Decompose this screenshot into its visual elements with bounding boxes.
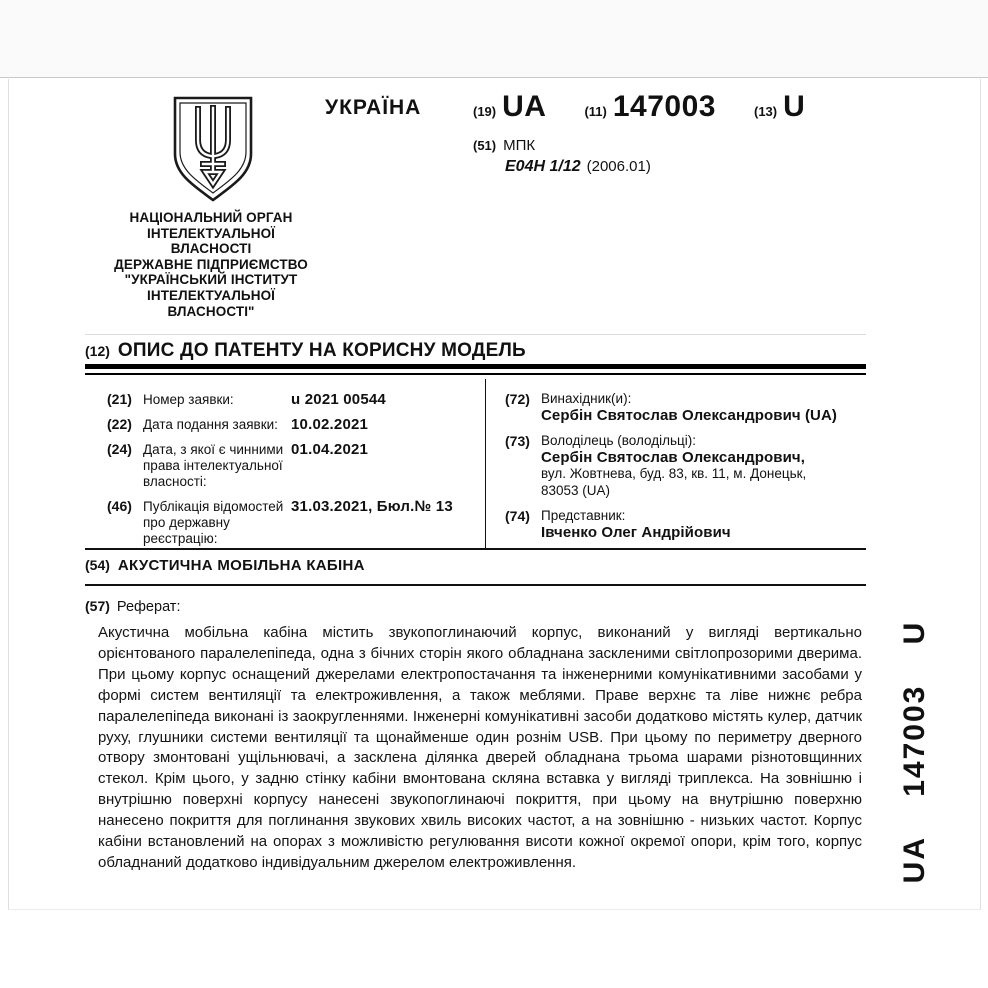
inid-46: (46) bbox=[107, 498, 132, 514]
thick-divider bbox=[85, 364, 866, 369]
abstract-heading bbox=[85, 598, 180, 615]
thin-divider bbox=[85, 373, 866, 375]
application-number-value: u 2021 00544 bbox=[291, 391, 386, 408]
inventors-label: Винахідник(и): bbox=[541, 391, 632, 406]
org-line: ДЕРЖАВНЕ ПІДПРИЄМСТВО bbox=[114, 256, 308, 272]
invention-title: АКУСТИЧНА МОБІЛЬНА КАБІНА bbox=[117, 557, 365, 574]
faint-divider bbox=[85, 334, 866, 335]
inid-54: (54) bbox=[85, 557, 110, 573]
issuing-organization bbox=[93, 210, 329, 319]
title-bottom-divider bbox=[85, 584, 866, 586]
document-type-title: ОПИС ДО ПАТЕНТУ НА КОРИСНУ МОДЕЛЬ bbox=[117, 340, 526, 361]
owner-address-line: 83053 (UA) bbox=[541, 482, 611, 498]
publication-label: Публікація відомостей про державну реєстрацію: bbox=[143, 499, 284, 546]
document-type-heading bbox=[85, 340, 526, 362]
org-line: ІНТЕЛЕКТУАЛЬНОЇ bbox=[147, 287, 275, 303]
inid-73: (73) bbox=[505, 433, 530, 449]
code-51-label: (51) bbox=[473, 138, 497, 153]
inid-12: (12) bbox=[85, 343, 110, 359]
ipc-class: E04H 1/12 bbox=[505, 158, 581, 175]
filing-date-value: 10.02.2021 bbox=[291, 416, 369, 433]
columns-bottom-divider bbox=[85, 548, 866, 550]
org-line: НАЦІОНАЛЬНИЙ ОРГАН bbox=[129, 210, 293, 225]
rights-effective-date-value: 01.04.2021 bbox=[291, 441, 369, 458]
inid-22: (22) bbox=[107, 416, 132, 432]
inid-57: (57) bbox=[85, 598, 110, 614]
org-line: ВЛАСНОСТІ bbox=[170, 241, 252, 257]
publication-value: 31.03.2021, Бюл.№ 13 bbox=[291, 498, 453, 515]
patent-codes-row bbox=[473, 90, 805, 124]
rights-effective-date-label: Дата, з якої є чинними права інтелектуальної власності: bbox=[143, 442, 284, 489]
owner-name: Сербін Святослав Олександрович, bbox=[541, 448, 805, 466]
ipc-title: МПК bbox=[503, 137, 536, 154]
application-number-label: Номер заявки: bbox=[143, 392, 234, 407]
vertical-patent-reference: UA 147003 U bbox=[898, 620, 931, 884]
org-line: "УКРАЇНСЬКИЙ ІНСТИТУТ bbox=[124, 272, 298, 288]
code-11-group bbox=[584, 90, 716, 124]
code-13-group bbox=[754, 90, 805, 124]
country-code: UA bbox=[502, 90, 547, 123]
filing-date-label: Дата подання заявки: bbox=[143, 417, 278, 432]
representative-field bbox=[541, 508, 866, 541]
owner-address-line: вул. Жовтнева, буд. 83, кв. 11, м. Донецьк, bbox=[541, 466, 807, 481]
inventors-field bbox=[541, 391, 866, 424]
kind-code: U bbox=[783, 90, 806, 123]
owner-field bbox=[541, 433, 866, 499]
country-name: УКРАЇНА bbox=[325, 96, 422, 119]
code-11-label: (11) bbox=[584, 104, 607, 119]
code-19-label: (19) bbox=[473, 104, 497, 119]
viewer-top-margin bbox=[0, 0, 988, 78]
representative-label: Представник: bbox=[541, 508, 626, 523]
org-line: ВЛАСНОСТІ" bbox=[167, 303, 255, 319]
ipc-class-row bbox=[505, 158, 651, 176]
code-13-label: (13) bbox=[753, 104, 778, 119]
ukraine-trident-emblem-icon bbox=[167, 94, 259, 206]
abstract-label: Реферат: bbox=[116, 599, 181, 615]
code-19-group bbox=[473, 90, 546, 124]
invention-title-row bbox=[85, 557, 365, 574]
inventor-name: Сербін Святослав Олександрович (UA) bbox=[541, 406, 838, 424]
inid-24: (24) bbox=[107, 441, 132, 457]
bibliographic-right-column bbox=[485, 379, 866, 548]
ipc-version: (2006.01) bbox=[586, 158, 651, 175]
bibliographic-section bbox=[85, 379, 866, 548]
ipc-header-row bbox=[473, 137, 535, 154]
inid-72: (72) bbox=[505, 391, 530, 407]
inid-21: (21) bbox=[107, 391, 132, 407]
patent-number: 147003 bbox=[612, 90, 716, 123]
representative-name: Івченко Олег Андрійович bbox=[541, 523, 731, 541]
bibliographic-left-column bbox=[85, 379, 485, 548]
org-line: ІНТЕЛЕКТУАЛЬНОЇ bbox=[147, 225, 275, 241]
owner-label: Володілець (володільці): bbox=[541, 433, 696, 448]
inid-74: (74) bbox=[505, 508, 530, 524]
abstract-text: Акустична мобільна кабіна містить звукопоглинаючий корпус, виконаний у вигляді вертикально орієнтованого паралелепіпеда, одна з бічних сторін якого обладнана заскленими світлопрозорими дверима. При цьому корпус оснащений джерелами електропостачання та інженерними комунікативними засобами у формі систем вентиляції та електроживлення, а також меблями. Праве верхнє та ліве нижнє ребра паралелепіпеда виконані із заокругленнями. Інженерні комунікативні засоби додатково містять кулер, датчик руху, глушники системи вентиляції та щонайменше один рознім USB. При цьому по периметру дверного отвору змонтовані ущільнювачі, а засклена ділянка дверей обладнана трьома шарами різнотовщинних стекол. Крім цього, у задню стінку кабіни вмонтована скляна вставка у вигляді триплекса. На зовнішню і внутрішню поверхні корпусу нанесені звукопоглинаючі покриття, при цьому на внутрішню поверхню нанесено покриття для поглинання звукових хвиль високих частот, а на зовнішню - низьких частот. Корпус кабіни встановлений на опорах з можливістю регулювання висоти кожної окремої опори, крім того, корпус обладнаний додатково індивідуальним джерелом електроживлення. bbox=[98, 624, 862, 871]
